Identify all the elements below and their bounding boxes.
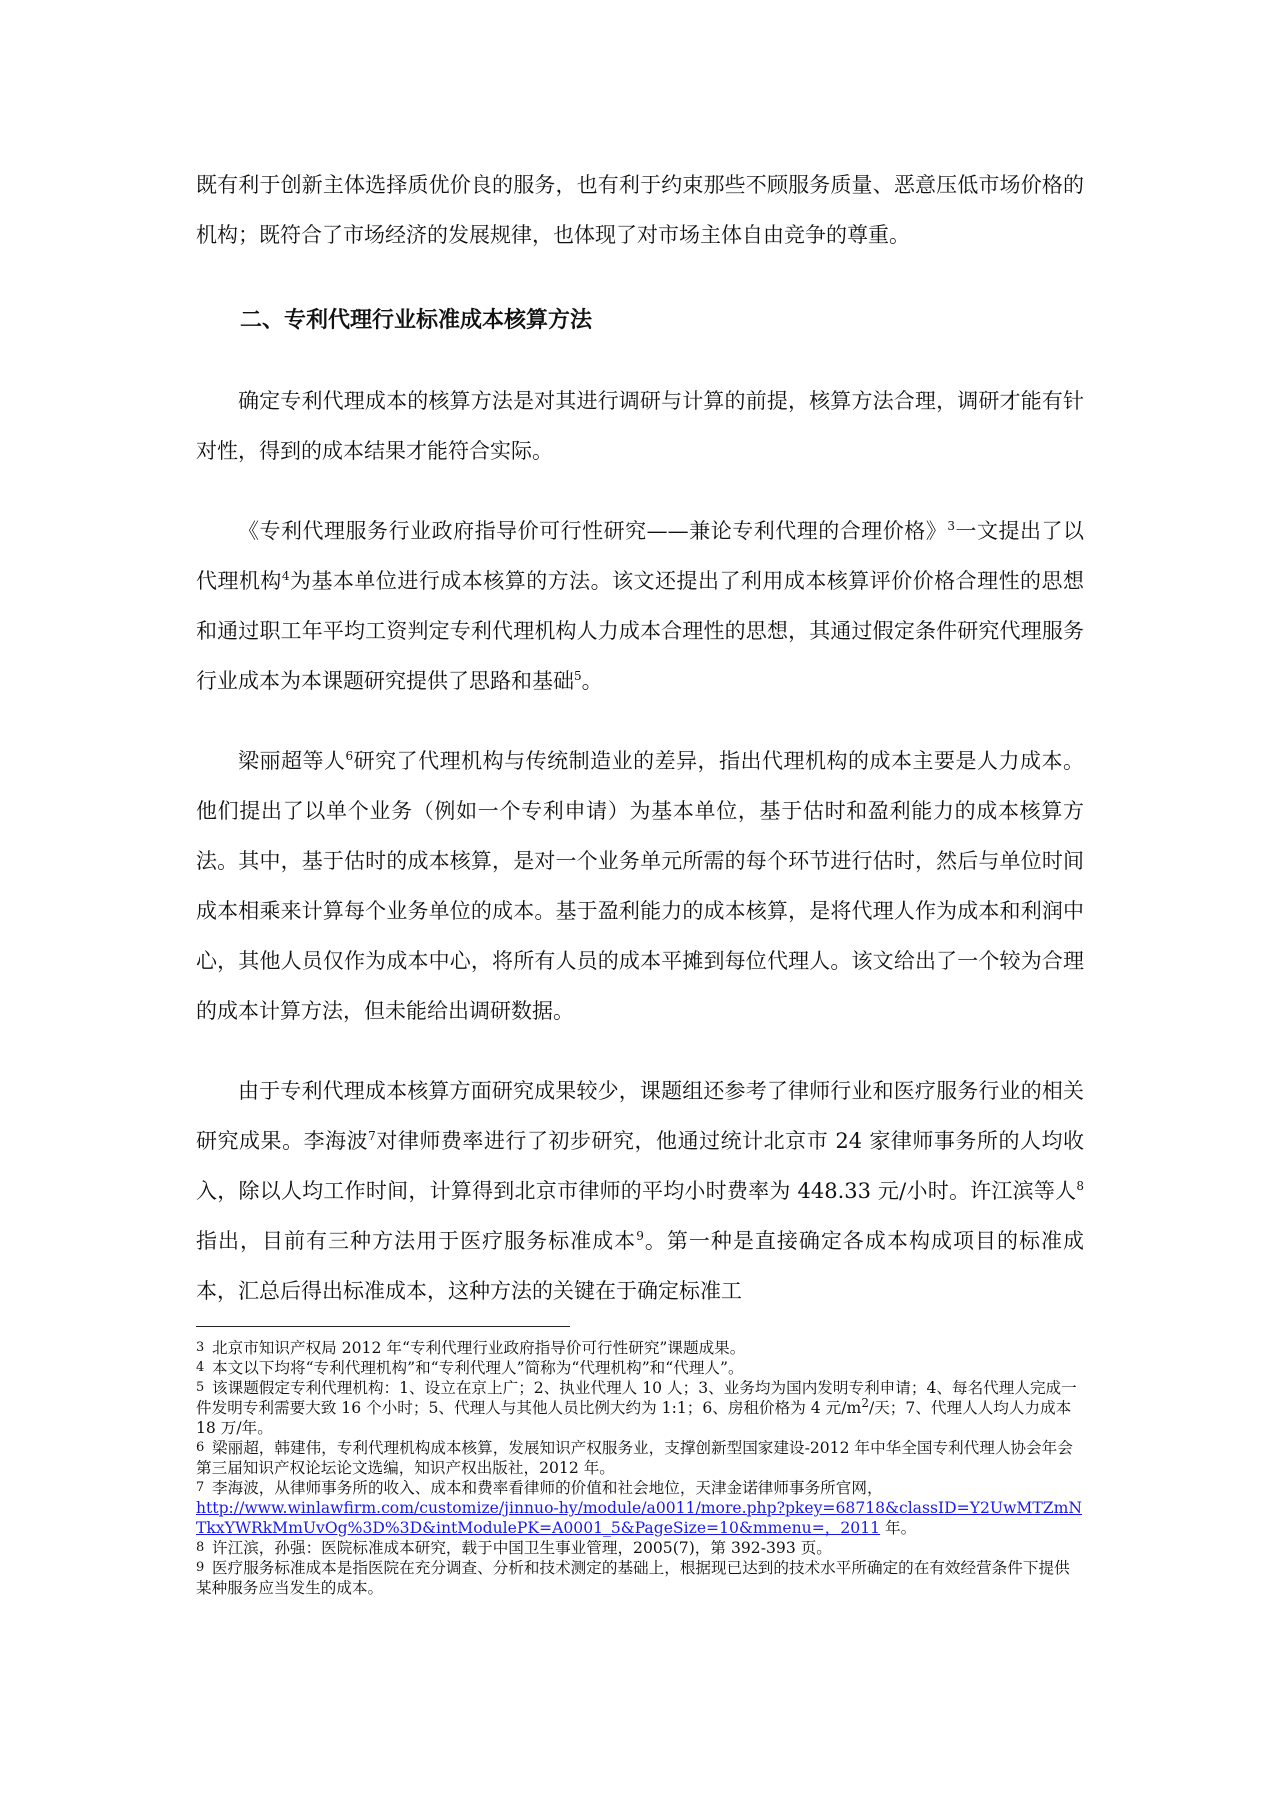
footnote-text: 本文以下均将“专利代理机构”和“专利代理人”简称为“代理机构”和“代理人”。 [212,1359,744,1377]
paragraph-text: 指出，目前有三种方法用于医疗服务标准成本 [196,1229,637,1253]
paragraph-text: 梁丽超等人 [238,749,346,773]
footnote-ref[interactable]: 3 [947,519,955,533]
footnote [196,1478,1084,1538]
footnote-text: 该课题假定专利代理机构：1、设立在京上广；2、执业代理人 10 人；3、业务均为国内发明专利申请；4、每名代理人完成一件发明专利需要大致 16 个小时；5、代理人与其他人员比例大约为 1:1；6、房租价格为 4 元/m [196,1379,1077,1417]
footnote-link[interactable]: http://www.winlawfirm.com/customize/jinnuo-hy/module/a0011/more.php?pkey=68718&classID=Y2UwMTZmNTkxYWRkMmUvOg%3D%3D&intModulePK=A0001_5&PageSize=10&mmenu=，2011 [196,1499,1083,1537]
paragraph-text: 《专利代理服务行业政府指导价可行性研究——兼论专利代理的合理价格》 [238,519,948,543]
footnote [196,1378,1084,1438]
footnote-number: 5 [196,1380,205,1395]
footnote-text: 北京市知识产权局 2012 年“专利代理行业政府指导价可行性研究”课题成果。 [212,1339,746,1357]
footnote-number: 8 [196,1540,205,1555]
paragraph: 既有利于创新主体选择质优价良的服务，也有利于约束那些不顾服务质量、恶意压低市场价格的机构；既符合了市场经济的发展规律，也体现了对市场主体自由竞争的尊重。 [196,173,1084,247]
footnote [196,1558,1084,1598]
paragraph-text: 。 [581,669,603,693]
footnote-number: 4 [196,1360,205,1375]
paragraph-text: 。第一种是直接确定各成本构成项目的标准成本，汇总后得出标准成本，这种方法的关键在于确定标准工 [196,1229,1085,1303]
footnote-text: 年。 [880,1519,917,1537]
footnote-text: 许江滨，孙强：医院标准成本研究，载于中国卫生事业管理，2005(7)，第 392-393 页。 [212,1539,832,1557]
paragraph-text: 一文提出了以代理机构 [196,519,1085,593]
paragraph [196,736,1084,1036]
footnote-ref[interactable]: 4 [281,569,290,583]
footnote-ref[interactable]: 5 [574,669,582,683]
footnote [196,1538,1084,1558]
superscript: 2 [861,1395,869,1410]
paragraph-text: 研究了代理机构与传统制造业的差异，指出代理机构的成本主要是人力成本。他们提出了以单个业务（例如一个专利申请）为基本单位，基于估时和盈利能力的成本核算方法。其中，基于估时的成本核算，是对一个业务单元所需的每个环节进行估时，然后与单位时间成本相乘来计算每个业务单位的成本。基于盈利能力的成本核算，是将代理人作为成本和利润中心，其他人员仅作为成本中心，将所有人员的成本平摊到每位代理人。该文给出了一个较为合理的成本计算方法，但未能给出调研数据。 [196,749,1084,1023]
footnote-number: 7 [196,1480,205,1495]
footnote [196,1338,1084,1358]
footnote-separator [196,1326,570,1327]
footnote [196,1438,1084,1478]
footnote-text: /天；7、代理人人均人力成本 18 万/年。 [196,1399,1072,1437]
footnote-text: 梁丽超，韩建伟，专利代理机构成本核算，发展知识产权服务业，支撑创新型国家建设-2012 年中华全国专利代理人协会年会第三届知识产权论坛论文选编，知识产权出版社，2012 年。 [196,1439,1073,1477]
footnote-number: 6 [196,1440,205,1455]
footnote-ref[interactable]: 8 [1076,1179,1084,1193]
footnote-number: 9 [196,1560,205,1575]
footnote-ref[interactable]: 7 [368,1129,376,1143]
footnote [196,1358,1084,1378]
paragraph: 确定专利代理成本的核算方法是对其进行调研与计算的前提，核算方法合理，调研才能有针对性，得到的成本结果才能符合实际。 [196,389,1084,463]
footnote-text: 医疗服务标准成本是指医院在充分调查、分析和技术测定的基础上，根据现已达到的技术水平所确定的在有效经营条件下提供某种服务应当发生的成本。 [196,1559,1070,1597]
paragraph-text: 为基本单位进行成本核算的方法。该文还提出了利用成本核算评价价格合理性的思想和通过职工年平均工资判定专利代理机构人力成本合理性的思想，其通过假定条件研究代理服务行业成本为本课题研究提供了思路和基础 [196,569,1084,693]
paragraph-text: 由于专利代理成本核算方面研究成果较少，课题组还参考了律师行业和医疗服务行业的相关研究成果。李海波 [196,1079,1084,1153]
paragraph [196,1066,1084,1316]
footnote-text: 李海波，从律师事务所的收入、成本和费率看律师的价值和社会地位，天津金诺律师事务所官网， [212,1479,883,1497]
document-body [196,160,1084,1316]
paragraph-text: 对律师费率进行了初步研究，他通过统计北京市 24 家律师事务所的人均收入，除以人均工作时间，计算得到北京市律师的平均小时费率为 448.33 元/小时。许江滨等人 [196,1129,1084,1203]
footnotes [196,1338,1084,1598]
footnote-ref[interactable]: 6 [345,749,354,763]
paragraph [196,506,1084,706]
section-heading: 二、专利代理行业标准成本核算方法 [240,308,593,333]
footnote-ref[interactable]: 9 [636,1229,644,1243]
footnote-number: 3 [196,1340,205,1355]
